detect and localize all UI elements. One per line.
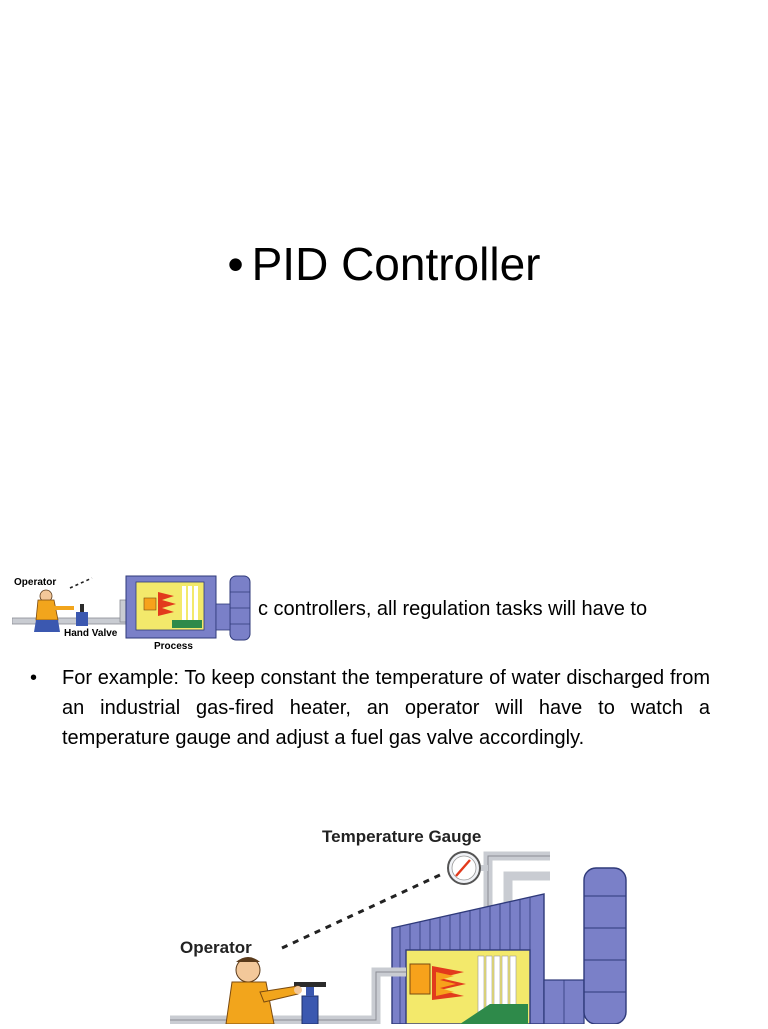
small-valve-label: Hand Valve: [64, 628, 118, 639]
title-bullet: •: [227, 238, 244, 290]
small-process-diagram: [12, 574, 256, 652]
large-furnace-icon: [392, 894, 544, 1024]
title-text: PID Controller: [251, 238, 541, 290]
slide-title-area: [0, 234, 768, 294]
small-diagram-svg: [12, 574, 256, 652]
small-operator-label: Operator: [14, 577, 57, 588]
bullet-2-text: For example: To keep constant the temperature of water discharged from an industrial gas-fired heater, an operator will have to watch a temperature gauge and adjust a fuel gas valve accordingly.: [62, 667, 710, 749]
operator-label: Operator: [180, 938, 252, 957]
bullet-1-text: c controllers, all regulation tasks will have to: [258, 598, 648, 620]
small-pipe: [12, 618, 128, 624]
chimney-stack-icon: [584, 868, 626, 1024]
small-process-label: Process: [154, 641, 193, 652]
slide-title: [228, 234, 541, 294]
small-valve-icon: [76, 612, 88, 626]
operator-figure-icon: [226, 957, 302, 1024]
bullet-2-marker: •: [30, 667, 38, 689]
temperature-gauge-icon: [448, 852, 480, 884]
large-process-diagram: [170, 820, 640, 1024]
gauge-label: Temperature Gauge: [322, 827, 482, 846]
small-furnace-icon: [126, 576, 216, 638]
large-diagram-svg: [170, 820, 640, 1024]
bullet-2: [30, 663, 710, 753]
